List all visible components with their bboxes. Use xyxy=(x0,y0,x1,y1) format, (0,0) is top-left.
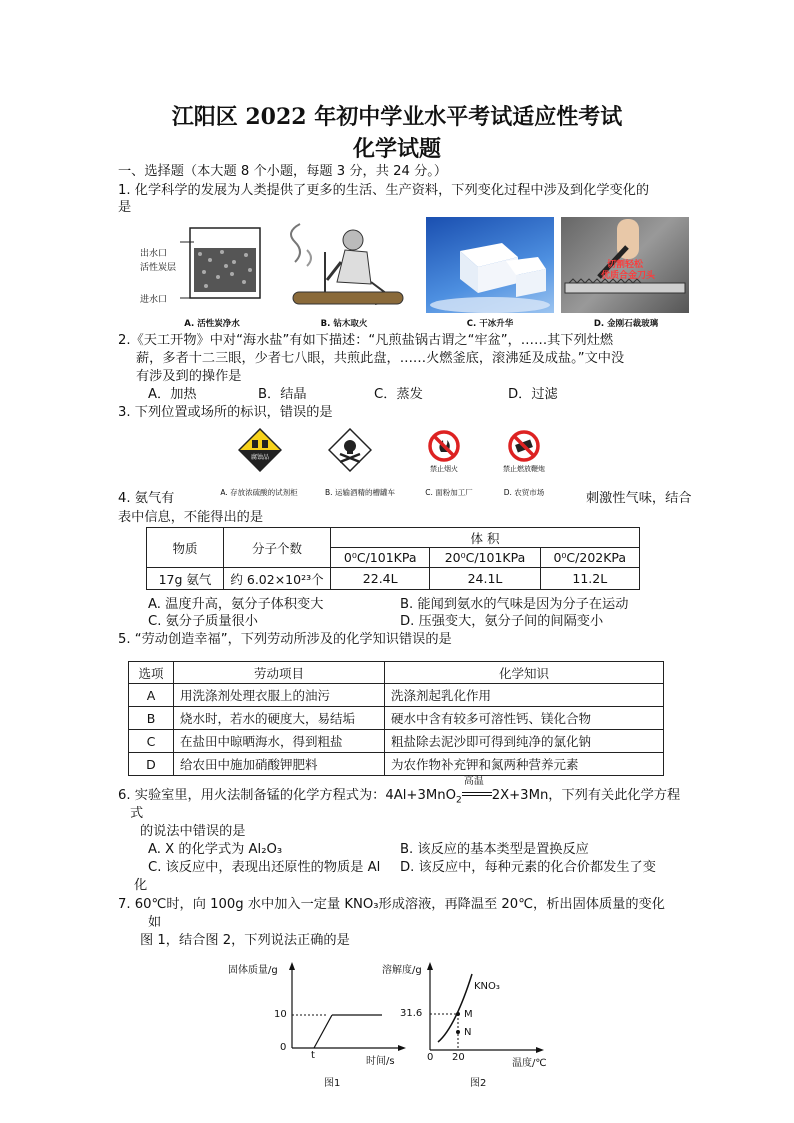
q6-option-b: B. 该反应的基本类型是置换反应 xyxy=(400,842,589,857)
q4-stem-cont2: 表中信息，不能得出的是 xyxy=(118,510,264,525)
no-fire-sign-text: 禁止烟火 xyxy=(430,465,458,473)
q4-option-d: D. 压强变大，氨分子间的间隔变小 xyxy=(400,614,604,629)
fig1-ylabel: 固体质量/g xyxy=(228,965,278,976)
q5-row-d-option: D xyxy=(129,753,174,776)
q5-row-c-knowledge: 粗盐除去泥沙即可得到纯净的氯化钠 xyxy=(385,730,664,753)
fig1-origin: 0 xyxy=(280,1042,287,1053)
q5-row-a-option: A xyxy=(129,684,174,707)
q3-caption-d: D. 农贸市场 xyxy=(503,488,545,497)
activated-carbon-filter-image xyxy=(140,222,268,312)
q5-row-d-labor: 给农田中施加硝酸钾肥料 xyxy=(174,753,385,776)
q3-stem: 3. 下列位置或场所的标识，错误的是 xyxy=(118,405,333,420)
fig2-origin: 0 xyxy=(427,1052,434,1063)
q6-reaction-arrow xyxy=(462,776,492,799)
no-firecracker-sign-icon xyxy=(504,430,544,472)
q4-ammonia-table xyxy=(146,527,640,590)
q5-row-d-knowledge: 为农作物补充钾和氮两种营养元素 xyxy=(385,753,664,776)
q5-row-c-labor: 在盐田中晾晒海水，得到粗盐 xyxy=(174,730,385,753)
section-heading: 一、选择题（本大题 8 个小题，每题 3 分，共 24 分。） xyxy=(118,164,448,179)
q1-caption-a: A. 活性炭净水 xyxy=(184,319,240,329)
q6-option-d-cont: 化 xyxy=(134,878,148,893)
q4-cell-volume-2: 24.1L xyxy=(430,568,540,590)
q5-row-a-knowledge: 洗涤剂起乳化作用 xyxy=(385,684,664,707)
q3-caption-c: C. 面粉加工厂 xyxy=(425,488,473,497)
q7-stem-cont2: 图 1，结合图 2，下列说法正确的是 xyxy=(140,933,350,948)
q4-header-volume: 体 积 xyxy=(331,528,640,548)
glass-cutter-photo xyxy=(561,217,689,313)
q4-stem: 4. 氨气有 xyxy=(118,491,175,506)
q4-cell-volume-3: 11.2L xyxy=(540,568,639,590)
filter-inlet-label: 进水口 xyxy=(140,295,168,305)
q4-option-c: C. 氨分子质量很小 xyxy=(148,614,258,629)
q2-option-a: A．加热 xyxy=(148,387,197,402)
fig2-tick-31-6: 31.6 xyxy=(400,1008,423,1019)
q6-stem-cont2: 的说法中错误的是 xyxy=(140,824,246,839)
q6-option-a: A. X 的化学式为 Al₂O₃ xyxy=(148,842,283,857)
fig2-caption: 图2 xyxy=(470,1078,487,1089)
filter-layer-label: 活性炭层 xyxy=(140,263,177,273)
q6-condition: 高温 xyxy=(463,776,484,787)
drilling-fire-image xyxy=(275,222,415,314)
exam-title: 江阳区 2022 年初中学业水平考试适应性考试 xyxy=(171,104,623,130)
fig2-tick-20: 20 xyxy=(452,1052,465,1063)
q5-row-b-knowledge: 硬水中含有较多可溶性钙、镁化合物 xyxy=(385,707,664,730)
fig2-xlabel: 温度/℃ xyxy=(512,1058,547,1069)
q7-stem: 7. 60℃时，向 100g 水中加入一定量 KNO₃形成溶液，再降温至 20℃，析出固体质量的变化 xyxy=(118,897,665,912)
cutter-text-1: 切割轻松 xyxy=(607,260,644,270)
toxic-sign-icon xyxy=(328,428,372,472)
fig1-tick-t: t xyxy=(311,1050,315,1061)
q5-header-knowledge: 化学知识 xyxy=(385,662,664,684)
corrosive-sign-text: 腐蚀品 xyxy=(250,454,269,461)
q6-option-d: D. 该反应中，每种元素的化合价都发生了变 xyxy=(400,860,656,875)
dry-ice-photo xyxy=(426,217,554,313)
q4-cell-molecules: 约 6.02×10²³个 xyxy=(224,568,331,590)
q2-option-b: B．结晶 xyxy=(258,387,307,402)
fig1-tick-10: 10 xyxy=(274,1009,287,1020)
q4-stem-cont: 刺激性气味，结合 xyxy=(586,491,692,506)
figure-2-solubility-graph xyxy=(376,956,566,1089)
q2-option-d: D．过滤 xyxy=(508,387,558,402)
q1-caption-b: B. 钻木取火 xyxy=(320,319,368,329)
q2-stem-cont1: 薪，多者十二三眼，少者七八眼，共煎此盘，……火燃釜底，滚沸延及成盐。”文中没 xyxy=(136,351,625,366)
cutter-text-2: 优质合金刀头 xyxy=(601,271,656,281)
q7-stem-cont: 如 xyxy=(148,915,162,930)
q1-stem-cont: 是 xyxy=(118,200,132,215)
q4-option-b: B. 能闻到氨水的气味是因为分子在运动 xyxy=(400,597,629,612)
fig2-curve-label: KNO₃ xyxy=(474,981,500,992)
q5-row-c-option: C xyxy=(129,730,174,753)
corrosive-sign-icon xyxy=(238,428,282,472)
q5-table xyxy=(128,661,664,776)
q2-stem-cont2: 有涉及到的操作是 xyxy=(136,369,242,384)
q6-subscript: 2 xyxy=(455,795,462,806)
q1-stem: 1. 化学科学的发展为人类提供了更多的生活、生产资料，下列变化过程中涉及到化学变化的 xyxy=(118,183,650,198)
q4-condition-1: 0⁰C/101KPa xyxy=(331,548,430,568)
q3-caption-a: A. 存放浓硫酸的试剂柜 xyxy=(220,488,298,497)
fig2-point-n: N xyxy=(464,1027,472,1038)
no-fire-sign-icon xyxy=(424,430,464,472)
q5-row-a-labor: 用洗涤剂处理衣服上的油污 xyxy=(174,684,385,707)
q1-caption-d: D. 金刚石裁玻璃 xyxy=(593,319,659,329)
q6-stem-part1: 6. 实验室里，用火法制备锰的化学方程式为：4Al+3MnO xyxy=(118,788,456,803)
fig2-point-m: M xyxy=(464,1009,473,1020)
q4-condition-2: 20⁰C/101KPa xyxy=(430,548,540,568)
q5-header-labor: 劳动项目 xyxy=(174,662,385,684)
q4-option-a: A. 温度升高，氨分子体积变大 xyxy=(148,597,324,612)
q6-stem xyxy=(118,776,681,810)
q5-stem: 5. “劳动创造幸福”，下列劳动所涉及的化学知识错误的是 xyxy=(118,632,452,647)
q5-header-option: 选项 xyxy=(129,662,174,684)
q4-header-molecules: 分子个数 xyxy=(224,528,331,568)
fig1-caption: 图1 xyxy=(324,1078,341,1089)
q6-option-c: C. 该反应中，表现出还原性的物质是 Al xyxy=(148,860,381,875)
q6-stem-cont: 式 xyxy=(130,806,144,821)
q2-option-c: C．蒸发 xyxy=(374,387,423,402)
exam-subtitle: 化学试题 xyxy=(352,136,441,162)
fig2-ylabel: 溶解度/g xyxy=(382,965,422,976)
q4-cell-volume-1: 22.4L xyxy=(331,568,430,590)
q3-caption-b: B. 运输酒精的槽罐车 xyxy=(325,488,395,497)
q5-row-b-option: B xyxy=(129,707,174,730)
fig1-xlabel: 时间/s xyxy=(366,1056,395,1067)
q1-caption-c: C. 干冰升华 xyxy=(466,319,514,329)
q4-header-substance: 物质 xyxy=(147,528,224,568)
q2-stem: 2.《天工开物》中对“海水盐”有如下描述：“凡煎盐锅古谓之“牢盆”，……其下列灶燃 xyxy=(118,333,614,348)
q4-cell-substance: 17g 氨气 xyxy=(147,568,224,590)
q6-stem-part2: 2X+3Mn，下列有关此化学方程 xyxy=(491,788,681,803)
filter-outlet-label: 出水口 xyxy=(140,249,168,259)
no-firecracker-sign-text: 禁止燃放鞭炮 xyxy=(503,465,545,473)
q5-row-b-labor: 烧水时，若水的硬度大，易结垢 xyxy=(174,707,385,730)
q4-condition-3: 0⁰C/202KPa xyxy=(540,548,639,568)
